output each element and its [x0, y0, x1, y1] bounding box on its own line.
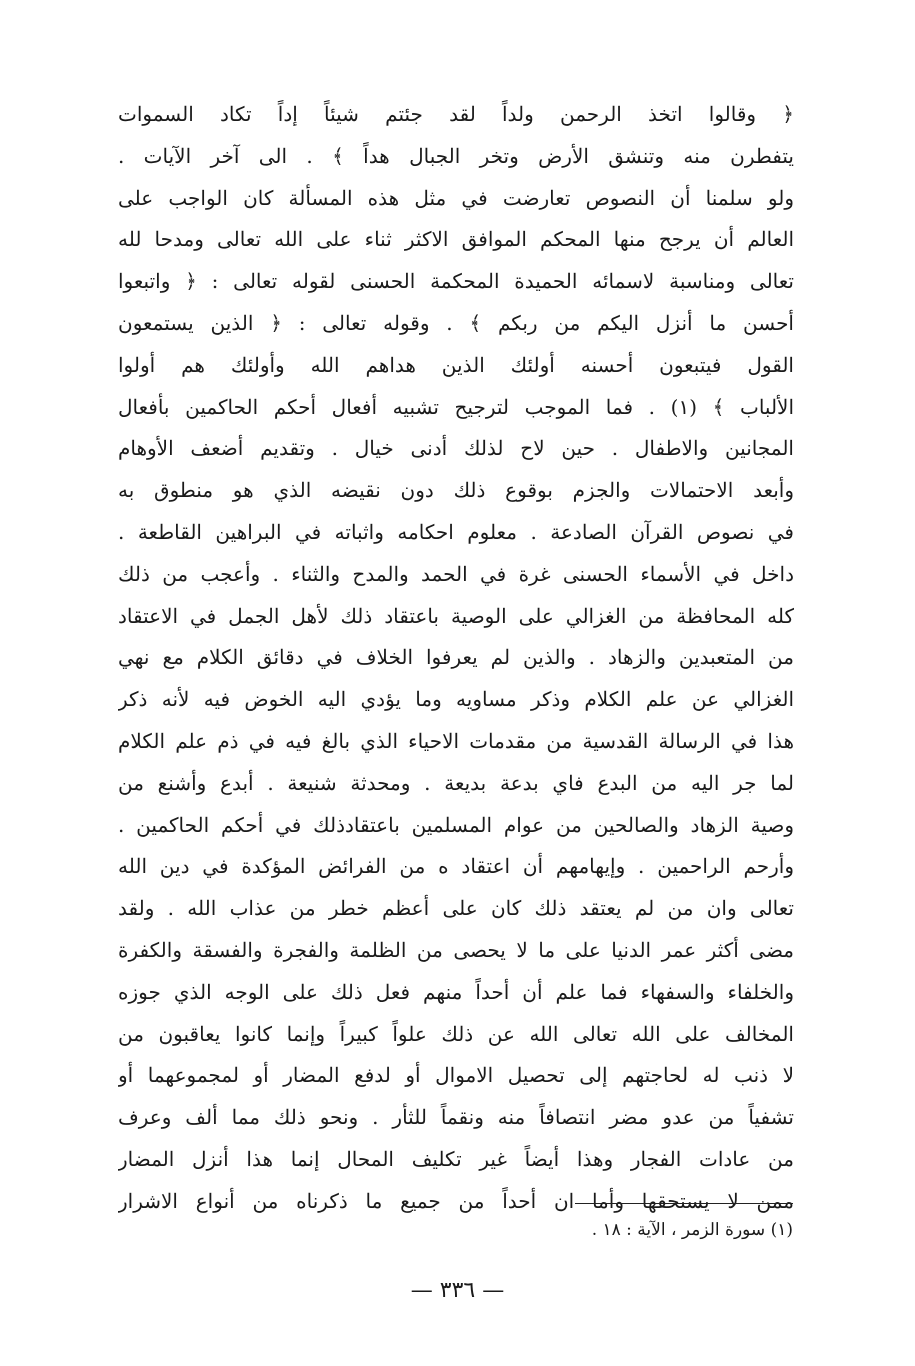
text-line: كله المحافظة من الغزالي على الوصية باعتقاد ذلك لأهل الجمل في الاعتقاد	[118, 603, 794, 628]
text-line: المجانين والاطفال . حين لاح لذلك أدنى خيال . وتقديم أضعف الأوهام	[118, 436, 794, 461]
page-number: — ٣٣٦ —	[410, 1278, 505, 1303]
footnote-divider	[575, 1203, 793, 1204]
text-line: من عادات الفجار وهذا أيضاً غير تكليف المحال إنما هذا أنزل المضار	[118, 1146, 794, 1171]
main-text-block	[118, 94, 794, 1223]
text-line: وصية الزهاد والصالحين من عوام المسلمين باعتقادذلك في أحكم الحاكمين .	[118, 812, 794, 837]
text-line: لما جر اليه من البدع فاي بدعة بديعة . ومحدثة شنيعة . أبدع وأشنع من	[118, 770, 794, 795]
text-line: هذا في الرسالة القدسية من مقدمات الاحياء الذي بالغ فيه في ذم علم الكلام	[118, 728, 794, 753]
text-line: مضى أكثر عمر الدنيا على ما لا يحصى من الظلمة والفجرة والفسقة والكفرة	[118, 937, 794, 962]
text-line: وأرحم الراحمين . وإيهامهم أن اعتقاد ه من الفرائض المؤكدة في دين الله	[118, 854, 794, 879]
text-line: تعالى ومناسبة لاسمائه الحميدة المحكمة الحسنى لقوله تعالى : ﴿ واتبعوا	[118, 269, 794, 294]
text-line: لا ذنب له لحاجتهم إلى تحصيل الاموال أو لدفع المضار أو لمجموعهما أو	[118, 1063, 794, 1088]
text-line: من المتعبدين والزهاد . والذين لم يعرفوا الخلاف في دقائق الكلام مع نهي	[118, 645, 794, 670]
text-line: يتفطرن منه وتنشق الأرض وتخر الجبال هداً ﴾ . الى آخر الآيات .	[118, 143, 794, 168]
text-line: العالم أن يرجح منها المحكم الموافق الاكثر ثناء على الله تعالى ومدحا لله	[118, 227, 794, 252]
text-line: وأبعد الاحتمالات والجزم بوقوع ذلك دون نقيضه الذي هو منطوق به	[118, 478, 794, 503]
text-line: الألباب ﴾ (١) . فما الموجب لترجيح تشبيه أفعال أحكم الحاكمين بأفعال	[118, 394, 794, 419]
text-line: الغزالي عن علم الكلام وذكر مساويه وما يؤدي اليه الخوض فيه لأنه ذكر	[118, 687, 794, 712]
text-line: تعالى وان من لم يعتقد ذلك كان على أعظم خطر من عذاب الله . ولقد	[118, 896, 794, 921]
footnote: (١) سورة الزمر ، الآية : ١٨ .	[591, 1220, 793, 1240]
text-line: أحسن ما أنزل اليكم من ربكم ﴾ . وقوله تعالى : ﴿ الذين يستمعون	[118, 310, 794, 335]
text-line: ولو سلمنا أن النصوص تعارضت في مثل هذه المسألة كان الواجب على	[118, 185, 794, 210]
text-line: القول فيتبعون أحسنه أولئك الذين هداهم الله وأولئك هم أولوا	[118, 352, 794, 377]
text-line: داخل في الأسماء الحسنى غرة في الحمد والمدح والثناء . وأعجب من ذلك	[118, 561, 794, 586]
text-line: المخالف على الله تعالى الله عن ذلك علواً كبيراً وإنما كانوا يعاقبون من	[118, 1021, 794, 1046]
text-line: في نصوص القرآن الصادعة . معلوم احكامه واثباته في البراهين القاطعة .	[118, 519, 794, 544]
text-line: ﴿ وقالوا اتخذ الرحمن ولداً لقد جئتم شيئاً إداً تكاد السموات	[118, 102, 794, 126]
text-line: والخلفاء والسفهاء فما علم أن أحداً منهم فعل ذلك على الوجه الذي جوزه	[118, 979, 794, 1004]
text-line: ممن لا يستحقها وأما ان أحداً من جميع ما ذكرناه من أنواع الاشرار	[118, 1188, 794, 1213]
text-line: تشفياً من عدو مضر انتصافاً منه ونقماً للثأر . ونحو ذلك مما ألف وعرف	[118, 1105, 794, 1130]
